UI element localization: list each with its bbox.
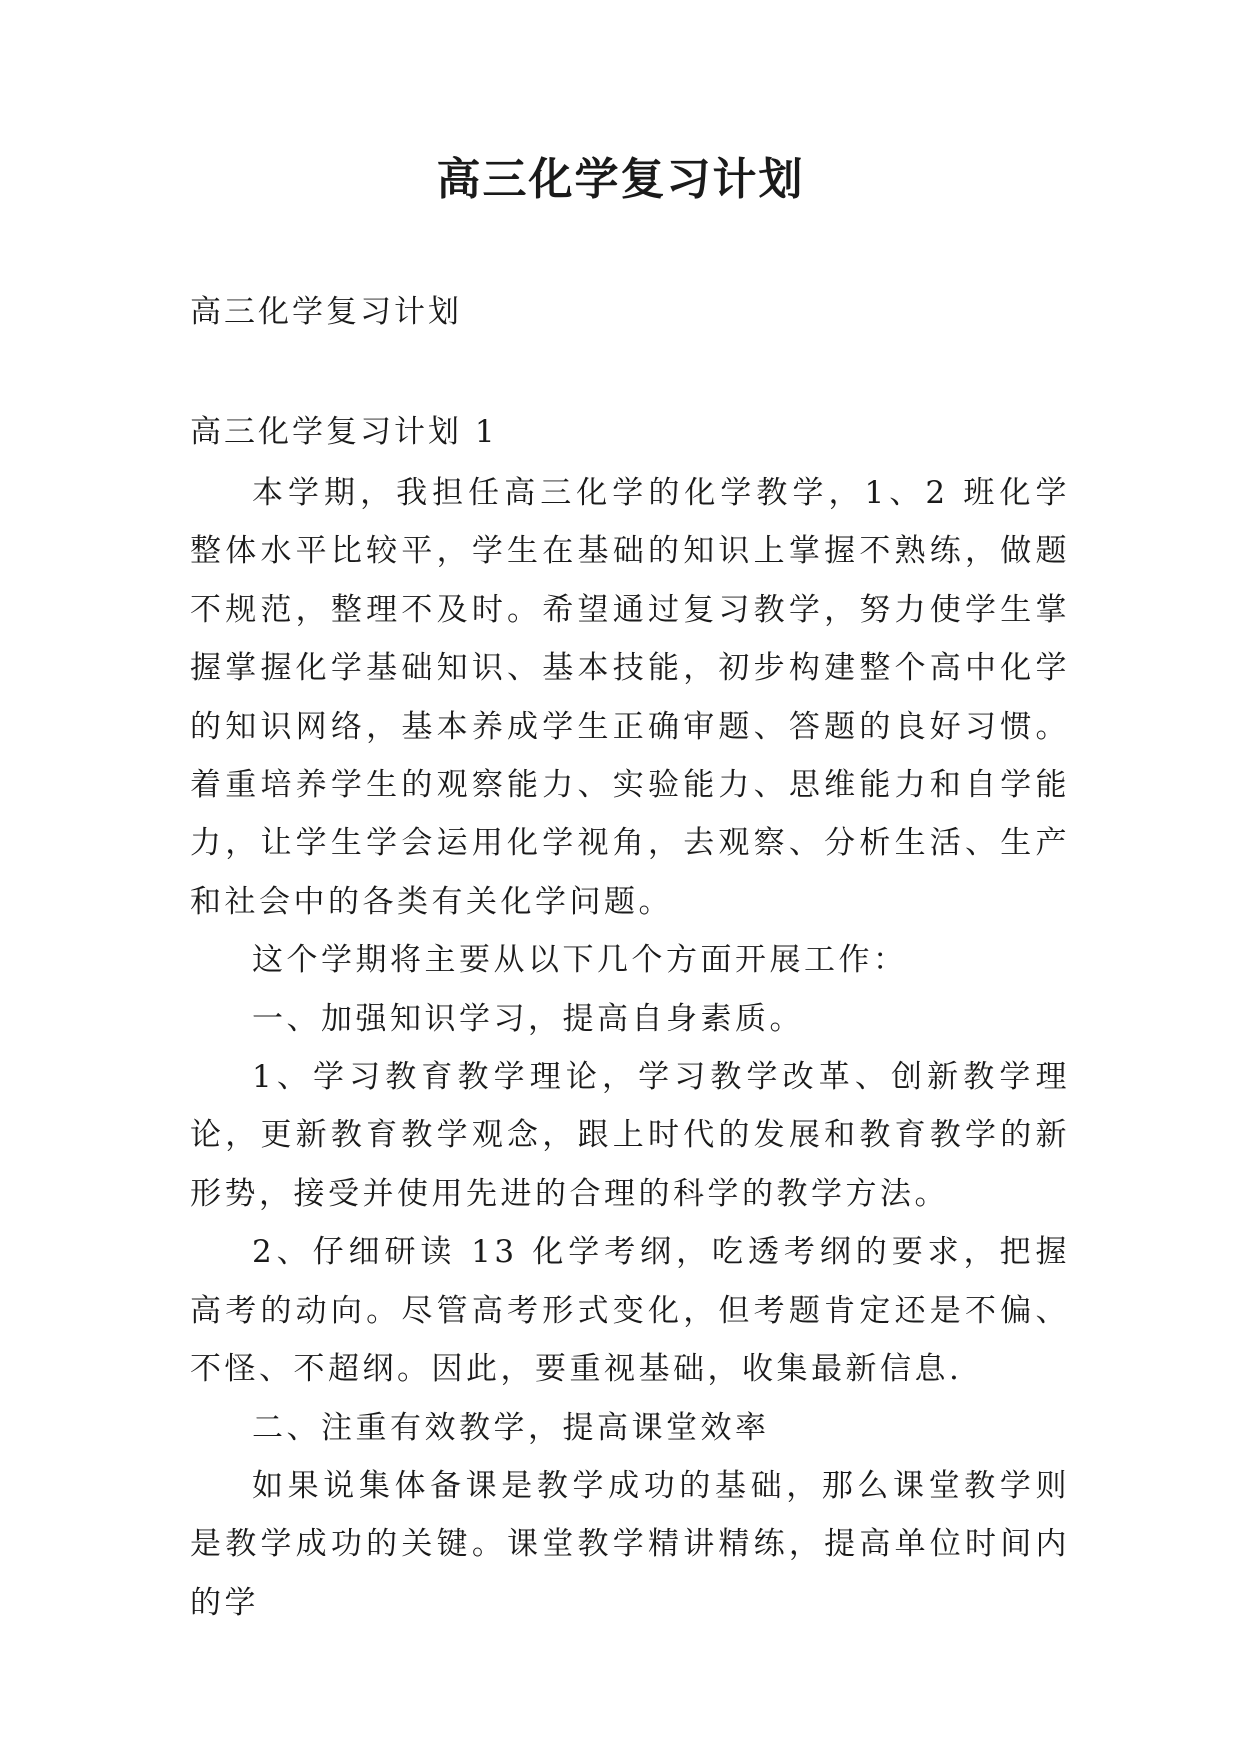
section-heading: 高三化学复习计划 1 — [190, 414, 498, 450]
paragraph-work-overview: 这个学期将主要从以下几个方面开展工作： — [252, 942, 908, 979]
document-subtitle: 高三化学复习计划 — [190, 294, 462, 330]
paragraph-item-1: 1、学习教育教学理论，学习教学改革、创新教学理论，更新教育教学观念，跟上时代的发展和教育教学的新形势，接受并使用先进的合理的科学的教学方法。 — [190, 1059, 1070, 1212]
paragraph-item-2: 2、仔细研读 13 化学考纲，吃透考纲的要求，把握高考的动向。尽管高考形式变化，但考题肯定还是不偏、不怪、不超纲。因此，要重视基础，收集最新信息. — [190, 1234, 1070, 1388]
paragraph-intro: 本学期，我担任高三化学的化学教学，1、2 班化学整体水平比较平，学生在基础的知识上掌握不熟练，做题不规范，整理不及时。希望通过复习教学，努力使学生掌握掌握化学基础知识、基本技能，初步构建整个高中化学的知识网络，基本养成学生正确审题、答题的良好习惯。着重培养学生的观察能力、实验能力、思维能力和自学能力，让学生学会运用化学视角，去观察、分析生活、生产和社会中的各类有关化学问题。 — [190, 475, 1070, 920]
document-body — [190, 464, 1070, 1632]
paragraph-classroom: 如果说集体备课是教学成功的基础，那么课堂教学则是教学成功的关键。课堂教学精讲精练，提高单位时间内的学 — [190, 1467, 1070, 1621]
paragraph-heading-one: 一、加强知识学习，提高自身素质。 — [252, 1000, 804, 1037]
document-title: 高三化学复习计划 — [436, 154, 805, 205]
paragraph-heading-two: 二、注重有效教学，提高课堂效率 — [252, 1409, 770, 1446]
